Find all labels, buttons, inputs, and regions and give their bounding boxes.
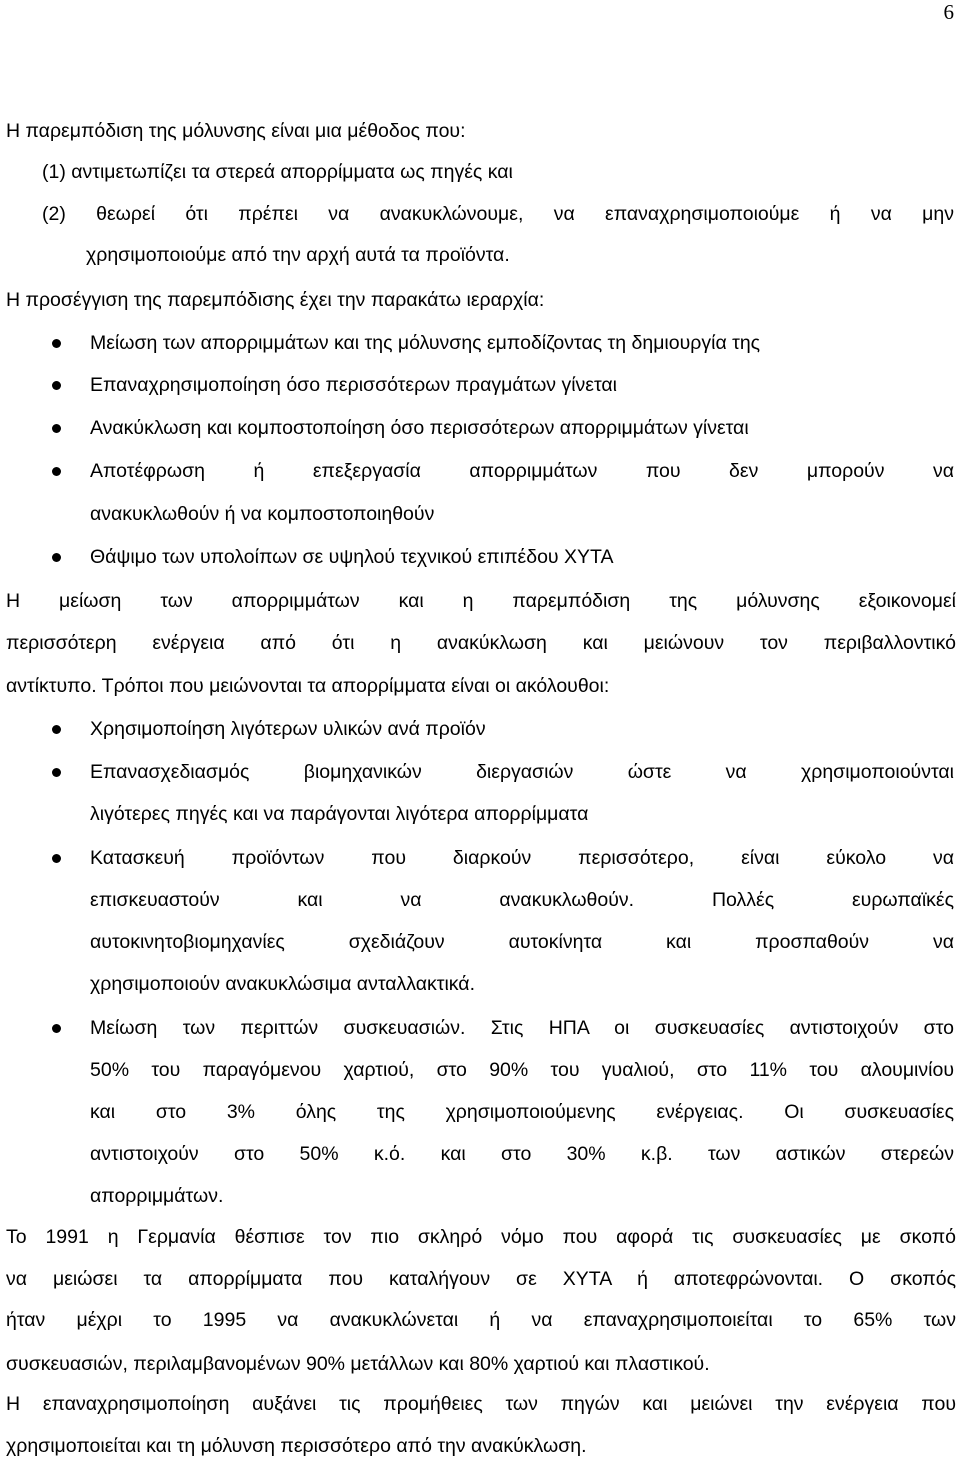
bullet-icon: [52, 725, 61, 734]
reuse-line-2: χρησιμοποιείται και τη μόλυνση περισσότερο από την ανακύκλωση.: [6, 1435, 587, 1457]
hierarchy-intro: Η προσέγγιση της παρεμπόδισης έχει την παρακάτω ιεραρχία:: [6, 289, 545, 311]
list-item-continuation: και στο 3% όλης της χρησιμοποιούμενης ενέργειας. Οι συσκευασίες: [90, 1101, 954, 1123]
reduction-line-3: αντίκτυπο. Τρόποι που μειώνονται τα απορρίμματα είναι οι ακόλουθοι:: [6, 675, 610, 697]
list-item: Μείωση των περιττών συσκευασιών. Στις ΗΠΑ οι συσκευασίες αντιστοιχούν στο: [90, 1017, 954, 1039]
bullet-icon: [52, 424, 61, 433]
intro-item-2a: (2) θεωρεί ότι πρέπει να ανακυκλώνουμε, να επαναχρησιμοποιούμε ή να μην: [42, 203, 954, 225]
bullet-icon: [52, 381, 61, 390]
reuse-line-1: Η επαναχρησιμοποίηση αυξάνει τις προμήθειες των πηγών και μειώνει την ενέργεια που: [6, 1393, 956, 1415]
list-item: Μείωση των απορριμμάτων και της μόλυνσης εμποδίζοντας τη δημιουργία της: [90, 332, 761, 354]
bullet-icon: [52, 339, 61, 348]
list-item-continuation: επισκευαστούν και να ανακυκλωθούν. Πολλές ευρωπαϊκές: [90, 889, 954, 911]
list-item-continuation: ανακυκλωθούν ή να κομποστοποιηθούν: [90, 503, 435, 525]
intro-item-2b: χρησιμοποιούμε από την αρχή αυτά τα προϊόντα.: [86, 244, 510, 266]
germany-line-4: συσκευασιών, περιλαμβανομένων 90% μετάλλων και 80% χαρτιού και πλαστικού.: [6, 1353, 710, 1375]
list-item-continuation: αυτοκινητοβιομηχανίες σχεδιάζουν αυτοκίνητα και προσπαθούν να: [90, 931, 954, 953]
list-item: Ανακύκλωση και κομποστοποίηση όσο περισσότερων απορριμμάτων γίνεται: [90, 417, 749, 439]
list-item: Αποτέφρωση ή επεξεργασία απορριμμάτων που δεν μπορούν να: [90, 460, 954, 482]
list-item-continuation: λιγότερες πηγές και να παράγονται λιγότερα απορρίμματα: [90, 803, 589, 825]
intro-item-1: (1) αντιμετωπίζει τα στερεά απορρίμματα ως πηγές και: [42, 161, 513, 183]
list-item: Θάψιμο των υπολοίπων σε υψηλού τεχνικού επιπέδου ΧΥΤΑ: [90, 546, 614, 568]
bullet-icon: [52, 467, 61, 476]
list-item: Χρησιμοποίηση λιγότερων υλικών ανά προϊόν: [90, 718, 486, 740]
bullet-icon: [52, 1024, 61, 1033]
bullet-icon: [52, 854, 61, 863]
list-item: Κατασκευή προϊόντων που διαρκούν περισσότερο, είναι εύκολο να: [90, 847, 954, 869]
list-item-continuation: χρησιμοποιούν ανακυκλώσιμα ανταλλακτικά.: [90, 973, 476, 995]
list-item-continuation: αντιστοιχούν στο 50% κ.ό. και στο 30% κ.β. των αστικών στερεών: [90, 1143, 954, 1165]
list-item-continuation: 50% του παραγόμενου χαρτιού, στο 90% του γυαλιού, στο 11% του αλουμινίου: [90, 1059, 954, 1081]
reduction-line-1: Η μείωση των απορριμμάτων και η παρεμπόδιση της μόλυνσης εξοικονομεί: [6, 590, 956, 612]
reduction-line-2: περισσότερη ενέργεια από ότι η ανακύκλωση και μειώνουν τον περιβαλλοντικό: [6, 632, 956, 654]
germany-line-3: ήταν μέχρι το 1995 να ανακυκλώνεται ή να επαναχρησιμοποιείται το 65% των: [6, 1309, 956, 1331]
list-item: Επανασχεδιασμός βιομηχανικών διεργασιών ώστε να χρησιμοποιούνται: [90, 761, 954, 783]
list-item: Επαναχρησιμοποίηση όσο περισσότερων πραγμάτων γίνεται: [90, 374, 618, 396]
germany-line-2: να μειώσει τα απορρίμματα που καταλήγουν σε ΧΥΤΑ ή αποτεφρώνονται. Ο σκοπός: [6, 1268, 956, 1290]
page-number: 6: [943, 0, 954, 24]
intro-line-1: Η παρεμπόδιση της μόλυνσης είναι μια μέθοδος που:: [6, 120, 466, 142]
germany-line-1: Το 1991 η Γερμανία θέσπισε τον πιο σκληρό νόμο που αφορά τις συσκευασίες με σκοπό: [6, 1226, 956, 1248]
bullet-icon: [52, 768, 61, 777]
list-item-continuation: απορριμμάτων.: [90, 1185, 224, 1207]
bullet-icon: [52, 553, 61, 562]
